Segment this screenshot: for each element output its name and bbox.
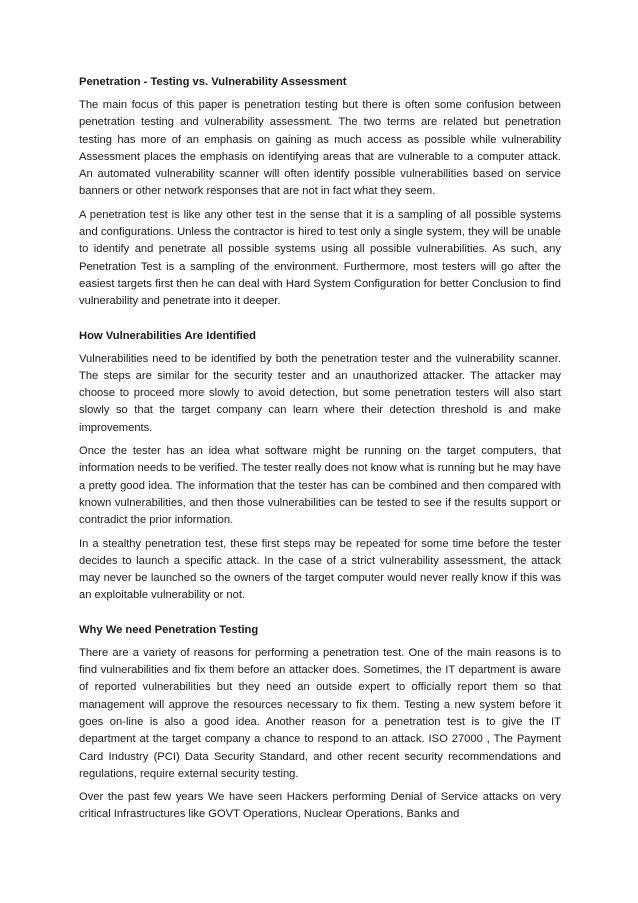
paragraph: Once the tester has an idea what software might be running on the target computers, that information needs to be verified. The tester really does not know what is running but he may have a pretty good idea. The information that the tester has can be combined and then compared with known vulnerabilities, and then those vulnerabilities can be tested to see if the results support or contradict the prior information. [79, 445, 561, 527]
paragraph: Vulnerabilities need to be identified by both the penetration tester and the vulnerability scanner. The steps are similar for the security tester and an unauthorized attacker. The attacker may choose to proceed more slowly to avoid detection, but some penetration testers will also start slowly so that the target company can learn where their detection threshold is and make improvements. [79, 352, 561, 434]
section-spacer [79, 317, 561, 328]
paragraph: The main focus of this paper is penetration testing but there is often some confusion between penetration testing and vulnerability assessment. The two terms are related but penetration testing has more of an emphasis on gaining as much access as possible while vulnerability Assessment places the emphasis on identifying areas that are vulnerable to a computer attack. An automated vulnerability scanner will often identify possible vulnerabilities based on service banners or other network responses that are not in fact what they seem. [79, 99, 561, 198]
document-page [79, 74, 561, 830]
paragraph: A penetration test is like any other test in the sense that it is a sampling of all possible systems and configurations. Unless the contractor is hired to test only a single system, they will be unable to identify and penetrate all possible systems using all possible vulnerabilities. As such, any Penetration Test is a sampling of the environment. Furthermore, most testers will go after the easiest targets first then he can deal with Hard System Configuration for better Conclusion to find vulnerability and penetrate into it deeper. [79, 208, 561, 308]
section-spacer [79, 611, 561, 622]
paragraph: In a stealthy penetration test, these first steps may be repeated for some time before the tester decides to launch a specific attack. In the case of a strict vulnerability assessment, the attack may never be launched so the owners of the target computer would never really know if this was an exploitable vulnerability or not. [79, 537, 561, 602]
section-heading-vulnerabilities-identified: How Vulnerabilities Are Identified [79, 329, 256, 342]
paragraph: Over the past few years We have seen Hackers performing Denial of Service attacks on very critical Infrastructures like GOVT Operations, Nuclear Operations, Banks and [79, 791, 561, 821]
section-heading-pentest-vs-va: Penetration - Testing vs. Vulnerability Assessment [79, 76, 347, 88]
section-heading-why-pentest: Why We need Penetration Testing [79, 623, 259, 636]
paragraph: There are a variety of reasons for performing a penetration test. One of the main reasons is to find vulnerabilities and fix them before an attacker does. Sometimes, the IT department is aware of reported vulnerabilities but they need an outside expert to officially report them so that management will approve the resources necessary to fix them. Testing a new system before it goes on-line is also a good idea. Another reason for a penetration test is to give the IT department at the target company a chance to respond to an attack. ISO 27000 , The Payment Card Industry (PCI) Data Security Standard, and other recent security recommendations and regulations, require external security testing. [79, 646, 561, 780]
